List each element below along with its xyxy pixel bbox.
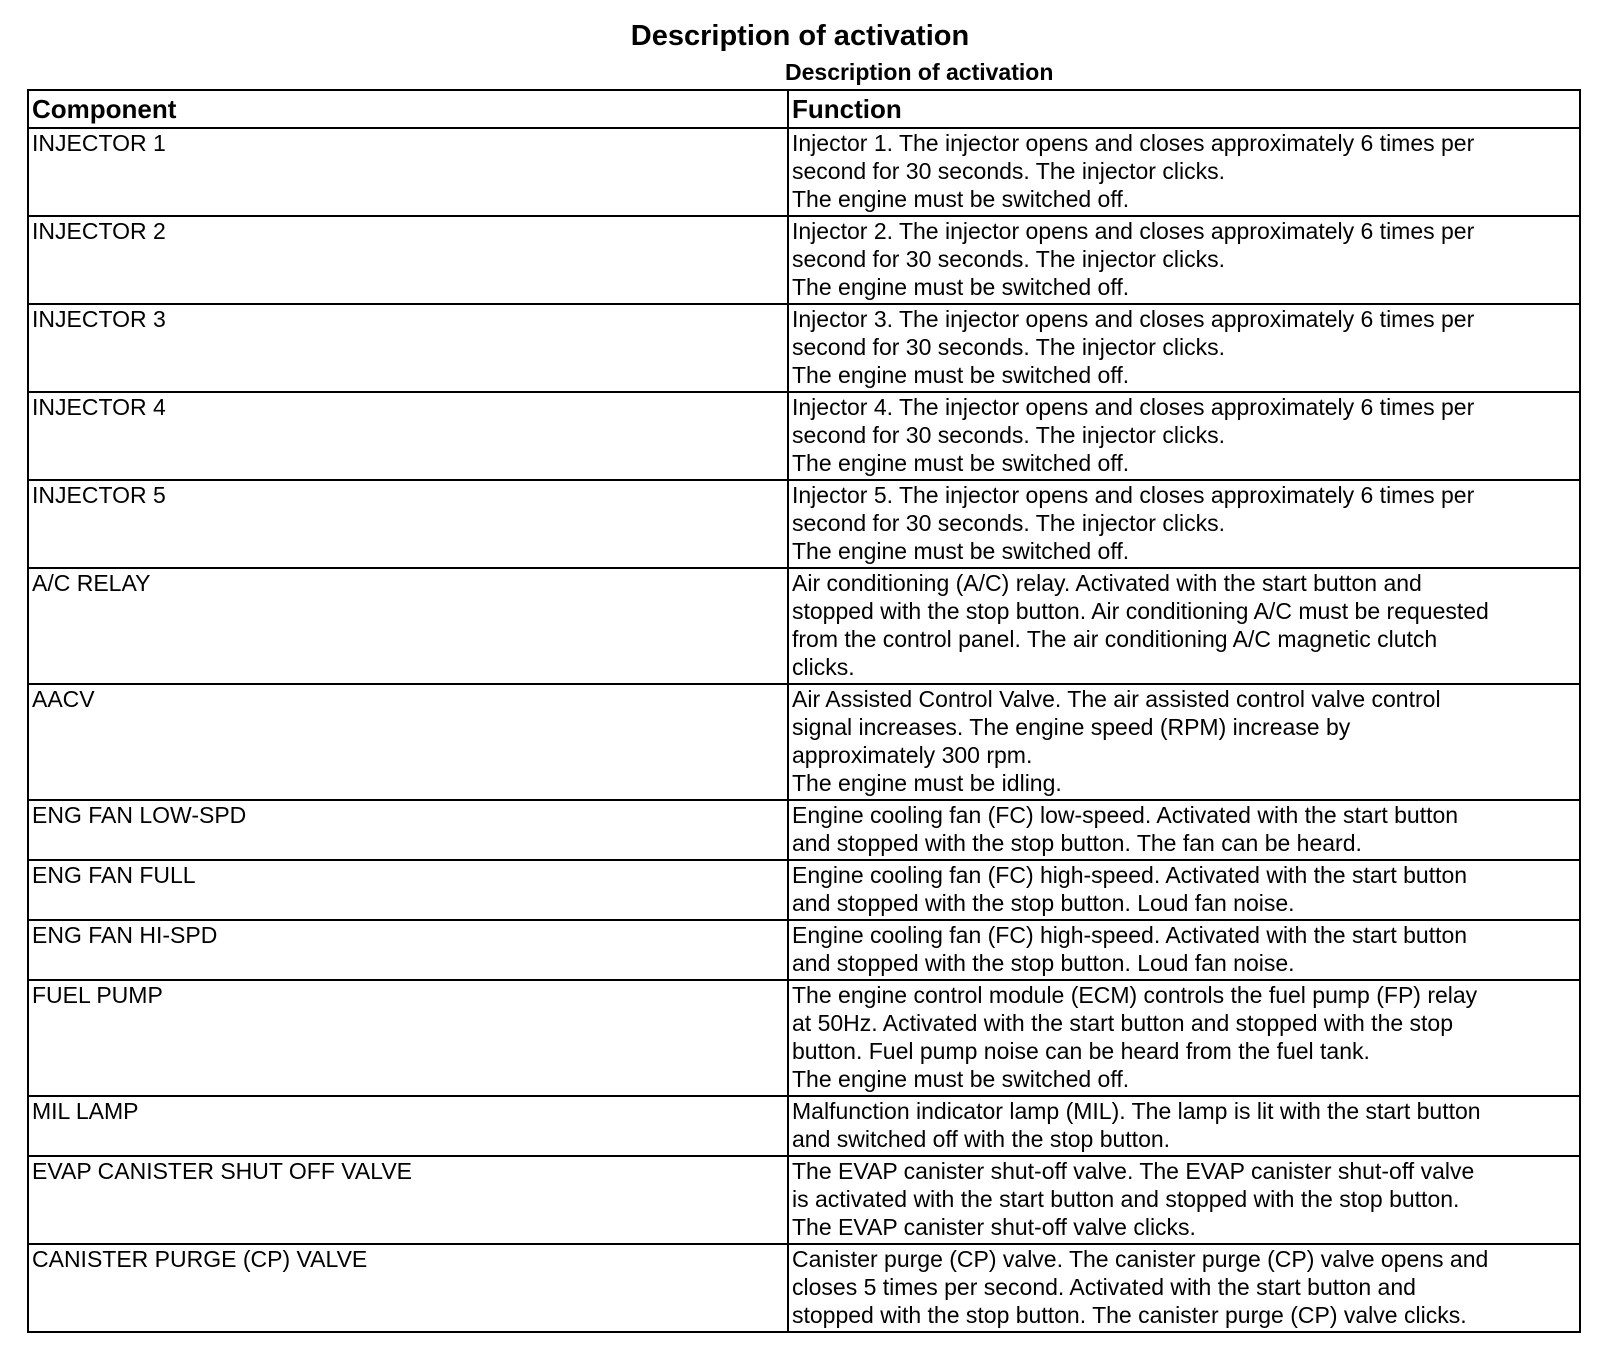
function-line: second for 30 seconds. The injector clicks. [792, 246, 1225, 272]
table-row [28, 684, 1580, 800]
table-row [28, 800, 1580, 860]
function-cell [788, 800, 1580, 860]
table-header-row [28, 90, 1580, 128]
table-row [28, 304, 1580, 392]
function-line: Air conditioning (A/C) relay. Activated with the start button and [792, 570, 1422, 596]
component-cell: EVAP CANISTER SHUT OFF VALVE [28, 1156, 788, 1244]
function-line: The engine control module (ECM) controls the fuel pump (FP) relay [792, 982, 1478, 1008]
function-line: from the control panel. The air conditioning A/C magnetic clutch [792, 626, 1438, 652]
function-line: and switched off with the stop button. [792, 1126, 1171, 1152]
component-cell: CANISTER PURGE (CP) VALVE [28, 1244, 788, 1332]
function-line: Engine cooling fan (FC) low-speed. Activated with the start button [792, 802, 1459, 828]
page-title: Description of activation [630, 20, 970, 52]
function-line: The engine must be switched off. [792, 450, 1130, 476]
function-cell [788, 480, 1580, 568]
component-column-header: Component [28, 90, 788, 128]
function-line: second for 30 seconds. The injector clicks. [792, 334, 1225, 360]
function-cell [788, 392, 1580, 480]
function-line: stopped with the stop button. The canister purge (CP) valve clicks. [792, 1302, 1467, 1328]
table-row [28, 1096, 1580, 1156]
function-line: The EVAP canister shut-off valve. The EVAP canister shut-off valve [792, 1158, 1475, 1184]
table-row [28, 860, 1580, 920]
function-line: Malfunction indicator lamp (MIL). The lamp is lit with the start button [792, 1098, 1481, 1124]
function-line: The engine must be switched off. [792, 362, 1130, 388]
function-line: The engine must be switched off. [792, 538, 1130, 564]
table-row [28, 980, 1580, 1096]
component-cell: ENG FAN HI-SPD [28, 920, 788, 980]
function-cell [788, 684, 1580, 800]
table-caption [785, 58, 1600, 86]
function-line: is activated with the start button and stopped with the stop button. [792, 1186, 1460, 1212]
component-cell: INJECTOR 2 [28, 216, 788, 304]
component-cell: INJECTOR 5 [28, 480, 788, 568]
table-row [28, 1156, 1580, 1244]
function-line: and stopped with the stop button. The fan can be heard. [792, 830, 1362, 856]
function-line: Canister purge (CP) valve. The canister purge (CP) valve opens and [792, 1246, 1489, 1272]
function-line: second for 30 seconds. The injector clicks. [792, 158, 1225, 184]
function-line: clicks. [792, 654, 855, 680]
table-row [28, 128, 1580, 216]
activation-table [27, 89, 1581, 1333]
table-row [28, 1244, 1580, 1332]
table-row [28, 920, 1580, 980]
component-cell: ENG FAN LOW-SPD [28, 800, 788, 860]
function-line: Engine cooling fan (FC) high-speed. Activated with the start button [792, 922, 1468, 948]
function-line: Engine cooling fan (FC) high-speed. Activated with the start button [792, 862, 1468, 888]
function-line: stopped with the stop button. Air conditioning A/C must be requested [792, 598, 1489, 624]
component-cell: INJECTOR 4 [28, 392, 788, 480]
table-row [28, 480, 1580, 568]
function-cell [788, 1156, 1580, 1244]
function-line: second for 30 seconds. The injector clicks. [792, 510, 1225, 536]
function-line: signal increases. The engine speed (RPM) increase by [792, 714, 1351, 740]
function-cell [788, 920, 1580, 980]
function-line: Injector 2. The injector opens and closes approximately 6 times per [792, 218, 1475, 244]
table-row [28, 568, 1580, 684]
component-cell: INJECTOR 1 [28, 128, 788, 216]
function-line: The engine must be switched off. [792, 274, 1130, 300]
function-cell [788, 1244, 1580, 1332]
function-cell [788, 216, 1580, 304]
component-cell: FUEL PUMP [28, 980, 788, 1096]
component-cell: MIL LAMP [28, 1096, 788, 1156]
function-cell [788, 568, 1580, 684]
function-line: The engine must be idling. [792, 770, 1062, 796]
table-row [28, 392, 1580, 480]
function-line: approximately 300 rpm. [792, 742, 1033, 768]
function-line: second for 30 seconds. The injector clicks. [792, 422, 1225, 448]
function-line: Injector 3. The injector opens and closes approximately 6 times per [792, 306, 1475, 332]
function-line: Air Assisted Control Valve. The air assisted control valve control [792, 686, 1441, 712]
table-row [28, 216, 1580, 304]
component-cell: AACV [28, 684, 788, 800]
function-cell [788, 304, 1580, 392]
function-line: closes 5 times per second. Activated with the start button and [792, 1274, 1416, 1300]
function-line: Injector 1. The injector opens and closes approximately 6 times per [792, 130, 1475, 156]
function-line: at 50Hz. Activated with the start button and stopped with the stop [792, 1010, 1454, 1036]
table-body [28, 128, 1580, 1332]
function-line: The engine must be switched off. [792, 186, 1130, 212]
component-cell: ENG FAN FULL [28, 860, 788, 920]
function-cell [788, 1096, 1580, 1156]
function-line: Injector 4. The injector opens and closes approximately 6 times per [792, 394, 1475, 420]
function-line: button. Fuel pump noise can be heard from the fuel tank. [792, 1038, 1370, 1064]
table-caption-text: Description of activation [785, 59, 1054, 85]
function-column-header: Function [788, 90, 1580, 128]
function-line: and stopped with the stop button. Loud fan noise. [792, 890, 1295, 916]
function-line: The EVAP canister shut-off valve clicks. [792, 1214, 1196, 1240]
component-cell: INJECTOR 3 [28, 304, 788, 392]
function-cell [788, 980, 1580, 1096]
function-line: and stopped with the stop button. Loud fan noise. [792, 950, 1295, 976]
function-line: The engine must be switched off. [792, 1066, 1130, 1092]
function-line: Injector 5. The injector opens and closes approximately 6 times per [792, 482, 1475, 508]
function-cell [788, 128, 1580, 216]
function-cell [788, 860, 1580, 920]
component-cell: A/C RELAY [28, 568, 788, 684]
